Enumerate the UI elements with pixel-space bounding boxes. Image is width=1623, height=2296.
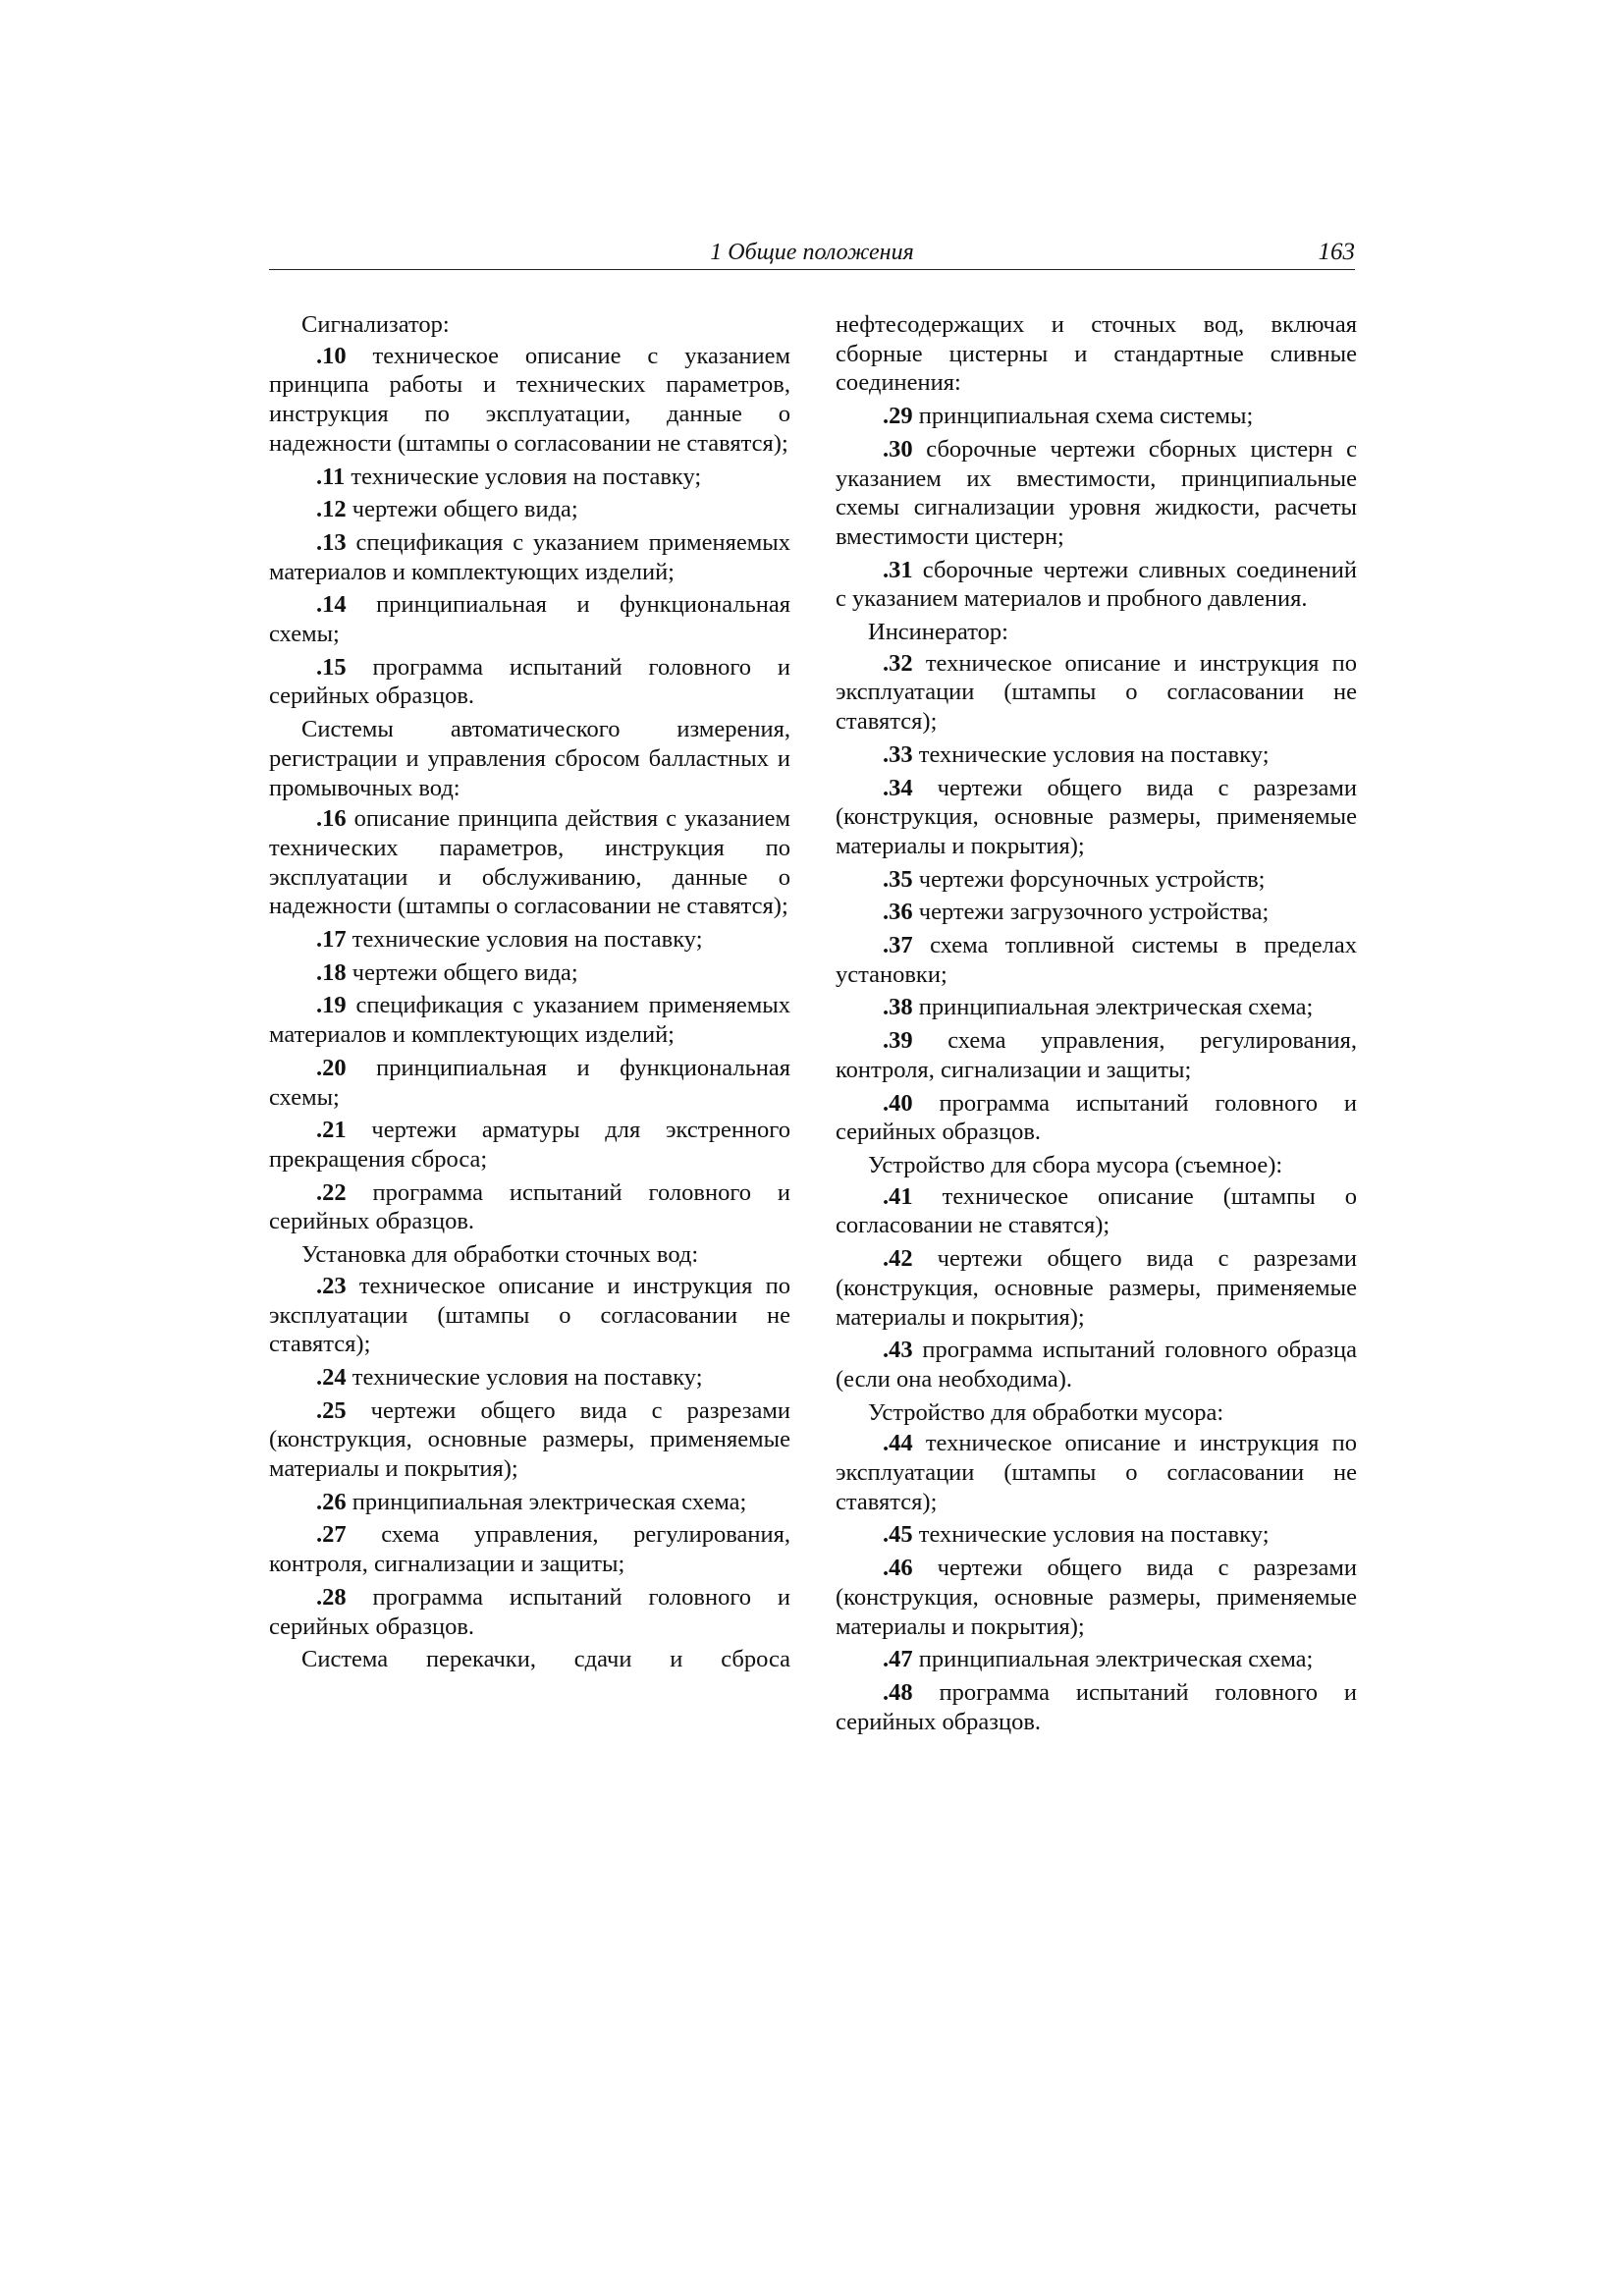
section-heading: Устройство для сбора мусора (съемное): bbox=[868, 1151, 1283, 1178]
list-item bbox=[269, 1178, 790, 1236]
item-number: .43 bbox=[883, 1337, 913, 1364]
item-text: программа испытаний головного и серийных образцов. bbox=[836, 1089, 1357, 1146]
list-item bbox=[269, 528, 790, 586]
list-item bbox=[836, 1089, 1357, 1147]
item-text: принципиальная схема системы; bbox=[912, 403, 1254, 430]
list-item bbox=[836, 402, 1357, 431]
item-number: .13 bbox=[316, 528, 347, 556]
item-number: .19 bbox=[316, 992, 347, 1019]
item-number: .11 bbox=[316, 463, 346, 490]
item-number: .25 bbox=[316, 1396, 347, 1424]
item-number: .10 bbox=[316, 342, 347, 369]
item-number: .28 bbox=[316, 1583, 347, 1611]
item-number: .18 bbox=[316, 958, 347, 986]
list-item bbox=[269, 495, 790, 524]
list-item bbox=[269, 1116, 790, 1174]
section-heading: Системы автоматического измерения, регистрации и управления сбросом балластных и промывочных вод: bbox=[269, 716, 790, 801]
item-number: .29 bbox=[883, 403, 913, 430]
item-text: принципиальная электрическая схема; bbox=[346, 1488, 747, 1515]
list-item bbox=[836, 435, 1357, 552]
item-number: .22 bbox=[316, 1178, 347, 1206]
item-number: .15 bbox=[316, 653, 347, 681]
list-item bbox=[269, 958, 790, 988]
item-number: .34 bbox=[883, 774, 913, 801]
item-text: техническое описание с указанием принципа работы и технических параметров, инструкция по эксплуатации, данные о надежности (штампы о согласовании не ставятся); bbox=[269, 342, 790, 457]
item-text: программа испытаний головного и серийных образцов. bbox=[269, 653, 790, 710]
list-item bbox=[269, 653, 790, 711]
list-item bbox=[836, 993, 1357, 1022]
list-item bbox=[836, 1554, 1357, 1641]
item-number: .31 bbox=[883, 556, 913, 583]
left-column bbox=[269, 310, 790, 1676]
list-item bbox=[836, 774, 1357, 861]
list-item bbox=[836, 1182, 1357, 1240]
item-text: чертежи арматуры для экстренного прекращения сброса; bbox=[269, 1117, 790, 1173]
item-text: техническое описание (штампы о согласовании не ставятся); bbox=[836, 1182, 1357, 1239]
list-item bbox=[269, 925, 790, 955]
item-number: .12 bbox=[316, 496, 347, 523]
item-text: схема управления, регулирования, контроля, сигнализации и защиты; bbox=[269, 1521, 790, 1578]
item-text: чертежи общего вида с разрезами (конструкция, основные размеры, применяемые материалы и покрытия); bbox=[836, 1555, 1357, 1640]
item-number: .47 bbox=[883, 1646, 913, 1673]
item-number: .38 bbox=[883, 994, 913, 1021]
continued-text: нефтесодержащих и сточных вод, включая сборные цистерны и стандартные сливные соединения: bbox=[836, 311, 1357, 397]
item-number: .20 bbox=[316, 1054, 347, 1081]
item-text: технические условия на поставку; bbox=[346, 926, 703, 954]
item-number: .40 bbox=[883, 1089, 913, 1117]
item-number: .16 bbox=[316, 805, 347, 833]
list-item bbox=[269, 1396, 790, 1484]
item-text: принципиальная и функциональная схемы; bbox=[269, 591, 790, 648]
section-heading: Установка для обработки сточных вод: bbox=[301, 1241, 699, 1269]
item-text: программа испытаний головного и серийных образцов. bbox=[269, 1583, 790, 1640]
item-number: .36 bbox=[883, 899, 913, 926]
item-text: чертежи общего вида с разрезами (конструкция, основные размеры, применяемые материалы и покрытия); bbox=[269, 1396, 790, 1483]
section-heading: Инсинератор: bbox=[868, 619, 1008, 646]
item-text: техническое описание и инструкция по эксплуатации (штампы о согласовании не ставятся); bbox=[269, 1272, 790, 1358]
item-text: схема топливной системы в пределах установки; bbox=[836, 932, 1357, 988]
item-number: .24 bbox=[316, 1363, 347, 1391]
item-text: чертежи форсуночных устройств; bbox=[912, 865, 1266, 893]
chapter-title: 1 Общие положения bbox=[710, 240, 914, 265]
item-number: .23 bbox=[316, 1272, 347, 1299]
list-item bbox=[836, 1520, 1357, 1550]
list-item bbox=[836, 898, 1357, 927]
list-item bbox=[269, 1272, 790, 1359]
list-item bbox=[269, 342, 790, 459]
list-item bbox=[836, 649, 1357, 737]
list-item bbox=[836, 740, 1357, 770]
list-item bbox=[836, 556, 1357, 614]
list-item bbox=[836, 931, 1357, 989]
item-number: .44 bbox=[883, 1430, 913, 1457]
list-item bbox=[836, 1026, 1357, 1084]
list-item bbox=[836, 1244, 1357, 1332]
list-item bbox=[836, 1429, 1357, 1516]
item-text: техническое описание и инструкция по эксплуатации (штампы о согласовании не ставятся); bbox=[836, 649, 1357, 736]
list-item bbox=[836, 1645, 1357, 1674]
item-text: схема управления, регулирования, контроля, сигнализации и защиты; bbox=[836, 1027, 1357, 1083]
item-number: .45 bbox=[883, 1521, 913, 1549]
item-text: чертежи общего вида; bbox=[346, 958, 578, 986]
item-text: принципиальная электрическая схема; bbox=[912, 1646, 1314, 1673]
item-number: .48 bbox=[883, 1678, 913, 1706]
right-column bbox=[836, 310, 1357, 1740]
list-item bbox=[836, 1678, 1357, 1736]
list-item bbox=[836, 865, 1357, 895]
item-text: принципиальная электрическая схема; bbox=[912, 994, 1314, 1021]
item-text: чертежи загрузочного устройства; bbox=[912, 899, 1270, 926]
list-item bbox=[836, 1336, 1357, 1394]
list-item bbox=[269, 804, 790, 921]
item-text: сборочные чертежи сборных цистерн с указанием их вместимости, принципиальные схемы сигнализации уровня жидкости, расчеты вместимости цистерн; bbox=[836, 435, 1357, 550]
item-number: .41 bbox=[883, 1182, 913, 1210]
item-text: спецификация с указанием применяемых материалов и комплектующих изделий; bbox=[269, 992, 790, 1049]
item-number: .42 bbox=[883, 1245, 913, 1273]
page-number: 163 bbox=[1318, 239, 1355, 265]
item-number: .35 bbox=[883, 865, 913, 893]
item-text: программа испытаний головного и серийных образцов. bbox=[269, 1178, 790, 1235]
item-text: спецификация с указанием применяемых материалов и комплектующих изделий; bbox=[269, 528, 790, 585]
list-item bbox=[269, 1054, 790, 1112]
list-item bbox=[269, 991, 790, 1049]
item-text: техническое описание и инструкция по эксплуатации (штампы о согласовании не ставятся); bbox=[836, 1430, 1357, 1515]
item-text: технические условия на поставку; bbox=[912, 740, 1270, 768]
item-text: чертежи общего вида; bbox=[346, 496, 578, 523]
item-text: технические условия на поставку; bbox=[345, 463, 702, 490]
item-text: описание принципа действия с указанием технических параметров, инструкция по эксплуатации и обслуживанию, данные о надежности (штампы о согласовании не ставятся); bbox=[269, 805, 790, 920]
item-number: .17 bbox=[316, 926, 347, 954]
list-item bbox=[269, 590, 790, 648]
item-number: .27 bbox=[316, 1521, 347, 1549]
item-text: программа испытаний головного образца (если она необходима). bbox=[836, 1337, 1357, 1393]
item-number: .37 bbox=[883, 932, 913, 959]
item-number: .46 bbox=[883, 1555, 913, 1582]
item-text: принципиальная и функциональная схемы; bbox=[269, 1054, 790, 1111]
item-text: чертежи общего вида с разрезами (конструкция, основные размеры, применяемые материалы и покрытия); bbox=[836, 1245, 1357, 1331]
item-text: чертежи общего вида с разрезами (конструкция, основные размеры, применяемые материалы и покрытия); bbox=[836, 774, 1357, 859]
item-number: .32 bbox=[883, 649, 913, 677]
section-heading: Устройство для обработки мусора: bbox=[868, 1398, 1224, 1426]
list-item bbox=[269, 1583, 790, 1641]
item-text: технические условия на поставку; bbox=[912, 1521, 1270, 1549]
running-header bbox=[269, 240, 1355, 270]
section-heading: Сигнализатор: bbox=[301, 311, 450, 338]
item-number: .33 bbox=[883, 740, 913, 768]
item-number: .14 bbox=[316, 591, 347, 619]
list-item bbox=[269, 1363, 790, 1393]
list-item bbox=[269, 1520, 790, 1578]
item-number: .21 bbox=[316, 1117, 347, 1144]
section-heading: Система перекачки, сдачи и сброса bbox=[301, 1646, 790, 1673]
list-item bbox=[269, 463, 790, 492]
item-text: программа испытаний головного и серийных образцов. bbox=[836, 1678, 1357, 1735]
item-number: .26 bbox=[316, 1488, 347, 1515]
list-item bbox=[269, 1488, 790, 1517]
item-number: .39 bbox=[883, 1027, 913, 1055]
item-text: технические условия на поставку; bbox=[346, 1363, 703, 1391]
item-number: .30 bbox=[883, 435, 913, 463]
item-text: сборочные чертежи сливных соединений с указанием материалов и пробного давления. bbox=[836, 556, 1357, 613]
